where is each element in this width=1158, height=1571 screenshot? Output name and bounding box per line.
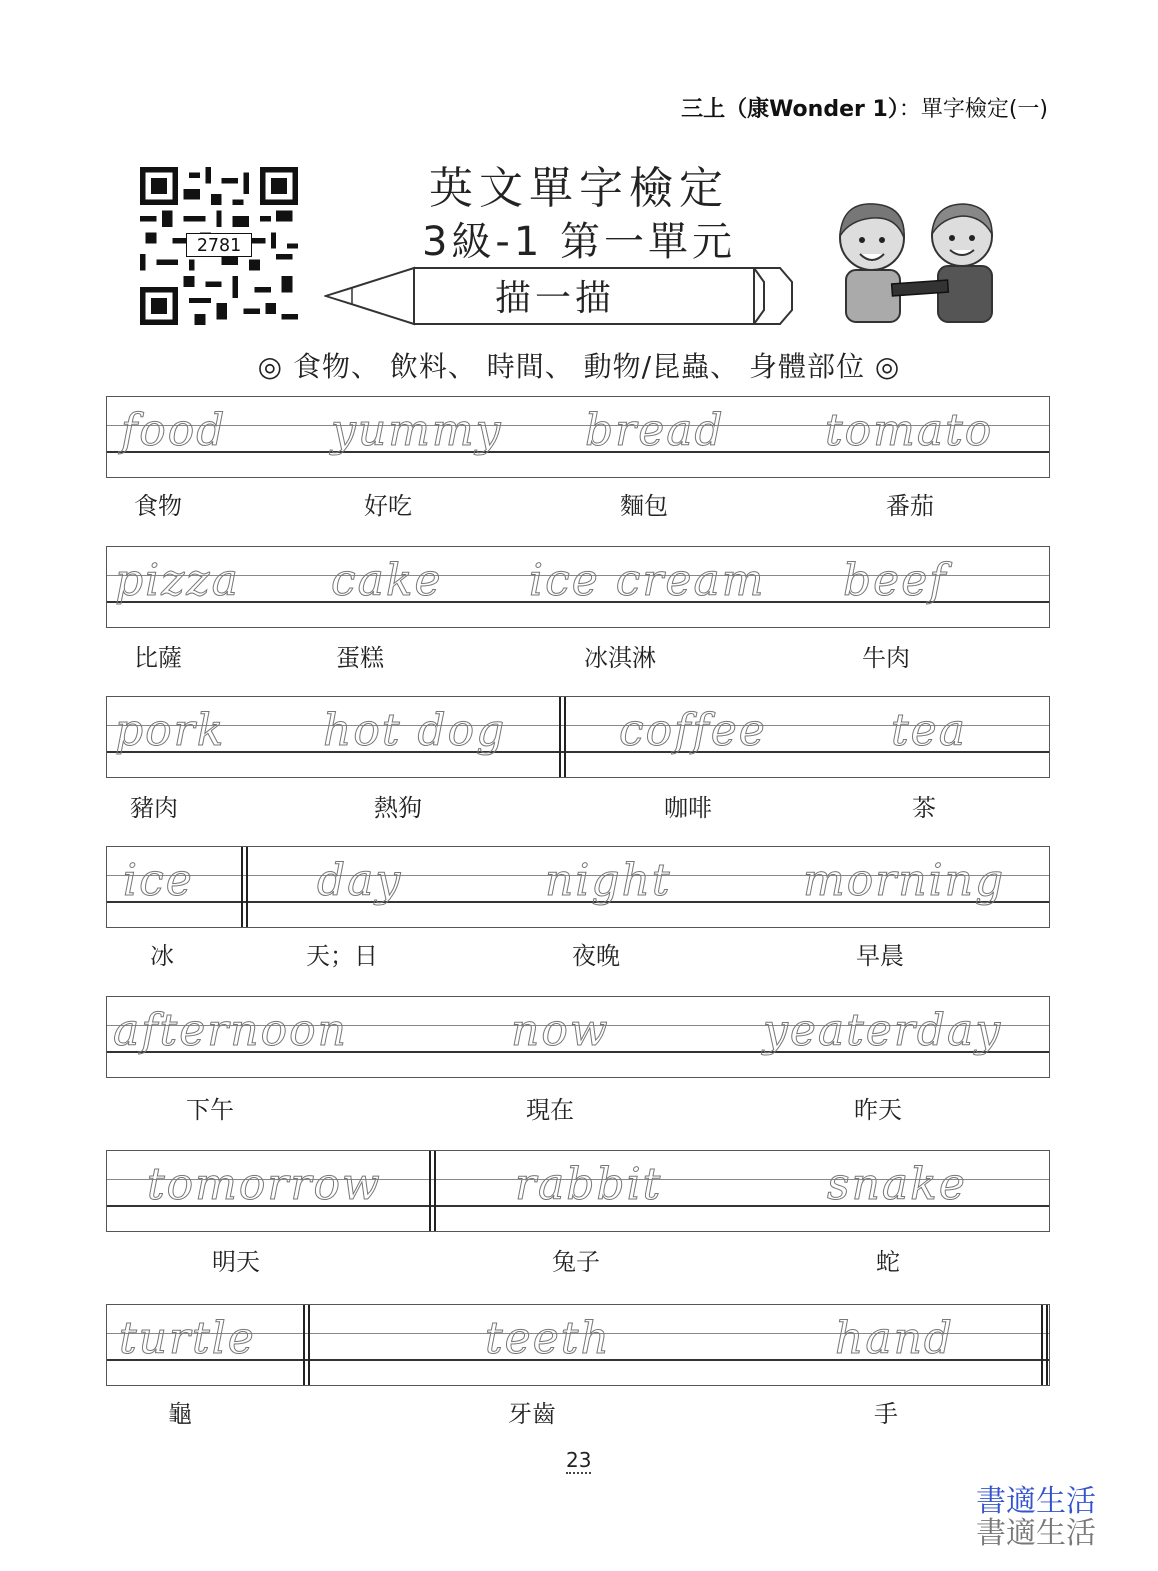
meaning: 夜晚 [572,942,620,970]
trace-word: night [545,855,672,906]
writing-band-5 [106,996,1050,1078]
meaning: 冰 [150,942,174,970]
meaning: 龜 [168,1400,192,1428]
trace-word: yeaterday [763,1005,1003,1056]
trace-instruction: 描一描 [495,278,616,319]
trace-word: cake [331,555,443,606]
trace-word: day [317,855,403,906]
page-subtitle: 3級-1 第一單元 [421,219,737,265]
meaning: 熱狗 [374,794,422,822]
trace-word: tomato [825,405,994,456]
meaning: 蛇 [876,1248,900,1276]
writing-band-6 [106,1150,1050,1232]
trace-word: coffee [619,705,767,756]
meaning: 冰淇淋 [584,644,656,672]
meaning: 天；日 [306,942,378,970]
meaning: 豬肉 [130,794,178,822]
qr-code-label: 2781 [196,235,242,256]
writing-band-4 [106,846,1050,928]
trace-word: bread [585,405,725,456]
meaning: 麵包 [620,492,668,520]
meaning: 番茄 [886,492,934,520]
trace-word: yummy [331,405,503,456]
meaning: 好吃 [364,492,412,520]
meaning: 咖啡 [664,794,712,822]
trace-word: rabbit [515,1159,663,1210]
trace-word: snake [827,1159,967,1210]
trace-word: now [511,1005,610,1056]
trace-word: beef [843,555,948,606]
meaning: 茶 [912,794,936,822]
page-number: 23 [566,1448,592,1472]
meaning: 現在 [526,1096,574,1124]
meaning: 手 [874,1400,898,1428]
meaning: 兔子 [552,1248,600,1276]
meaning: 早晨 [856,942,904,970]
meaning: 明天 [212,1248,260,1276]
trace-word: turtle [119,1313,256,1364]
trace-word: tea [891,705,967,756]
meaning: 昨天 [854,1096,902,1124]
trace-word: hand [835,1313,955,1364]
writing-band-7 [106,1304,1050,1386]
writing-band-2 [106,546,1050,628]
unit-header: 三上（康Wonder 1）：單字檢定(一) [681,97,1048,122]
kids-illustration [822,196,1012,326]
writing-band-1 [106,396,1050,478]
meaning: 蛋糕 [336,644,384,672]
trace-word: tomorrow [147,1159,382,1210]
meaning: 下午 [186,1096,234,1124]
trace-word: pork [115,705,226,756]
trace-word: ice cream [529,555,766,606]
trace-word: afternoon [113,1005,348,1056]
meaning: 牙齒 [508,1400,556,1428]
meaning: 比薩 [134,644,182,672]
trace-word: pizza [115,555,240,606]
trace-word: teeth [485,1313,611,1364]
trace-word: morning [803,855,1006,906]
page-title: 英文單字檢定 [429,163,729,214]
watermark: 書適生活 [976,1484,1096,1519]
trace-word: food [121,405,227,456]
meaning: 牛肉 [862,644,910,672]
writing-band-3 [106,696,1050,778]
meaning: 食物 [134,492,182,520]
topics-line: ◎ 食物、 飲料、 時間、 動物/昆蟲、 身體部位 ◎ [257,350,901,383]
watermark: 書適生活 [976,1516,1096,1551]
trace-word: ice [123,855,194,906]
trace-word: hot dog [323,705,507,756]
